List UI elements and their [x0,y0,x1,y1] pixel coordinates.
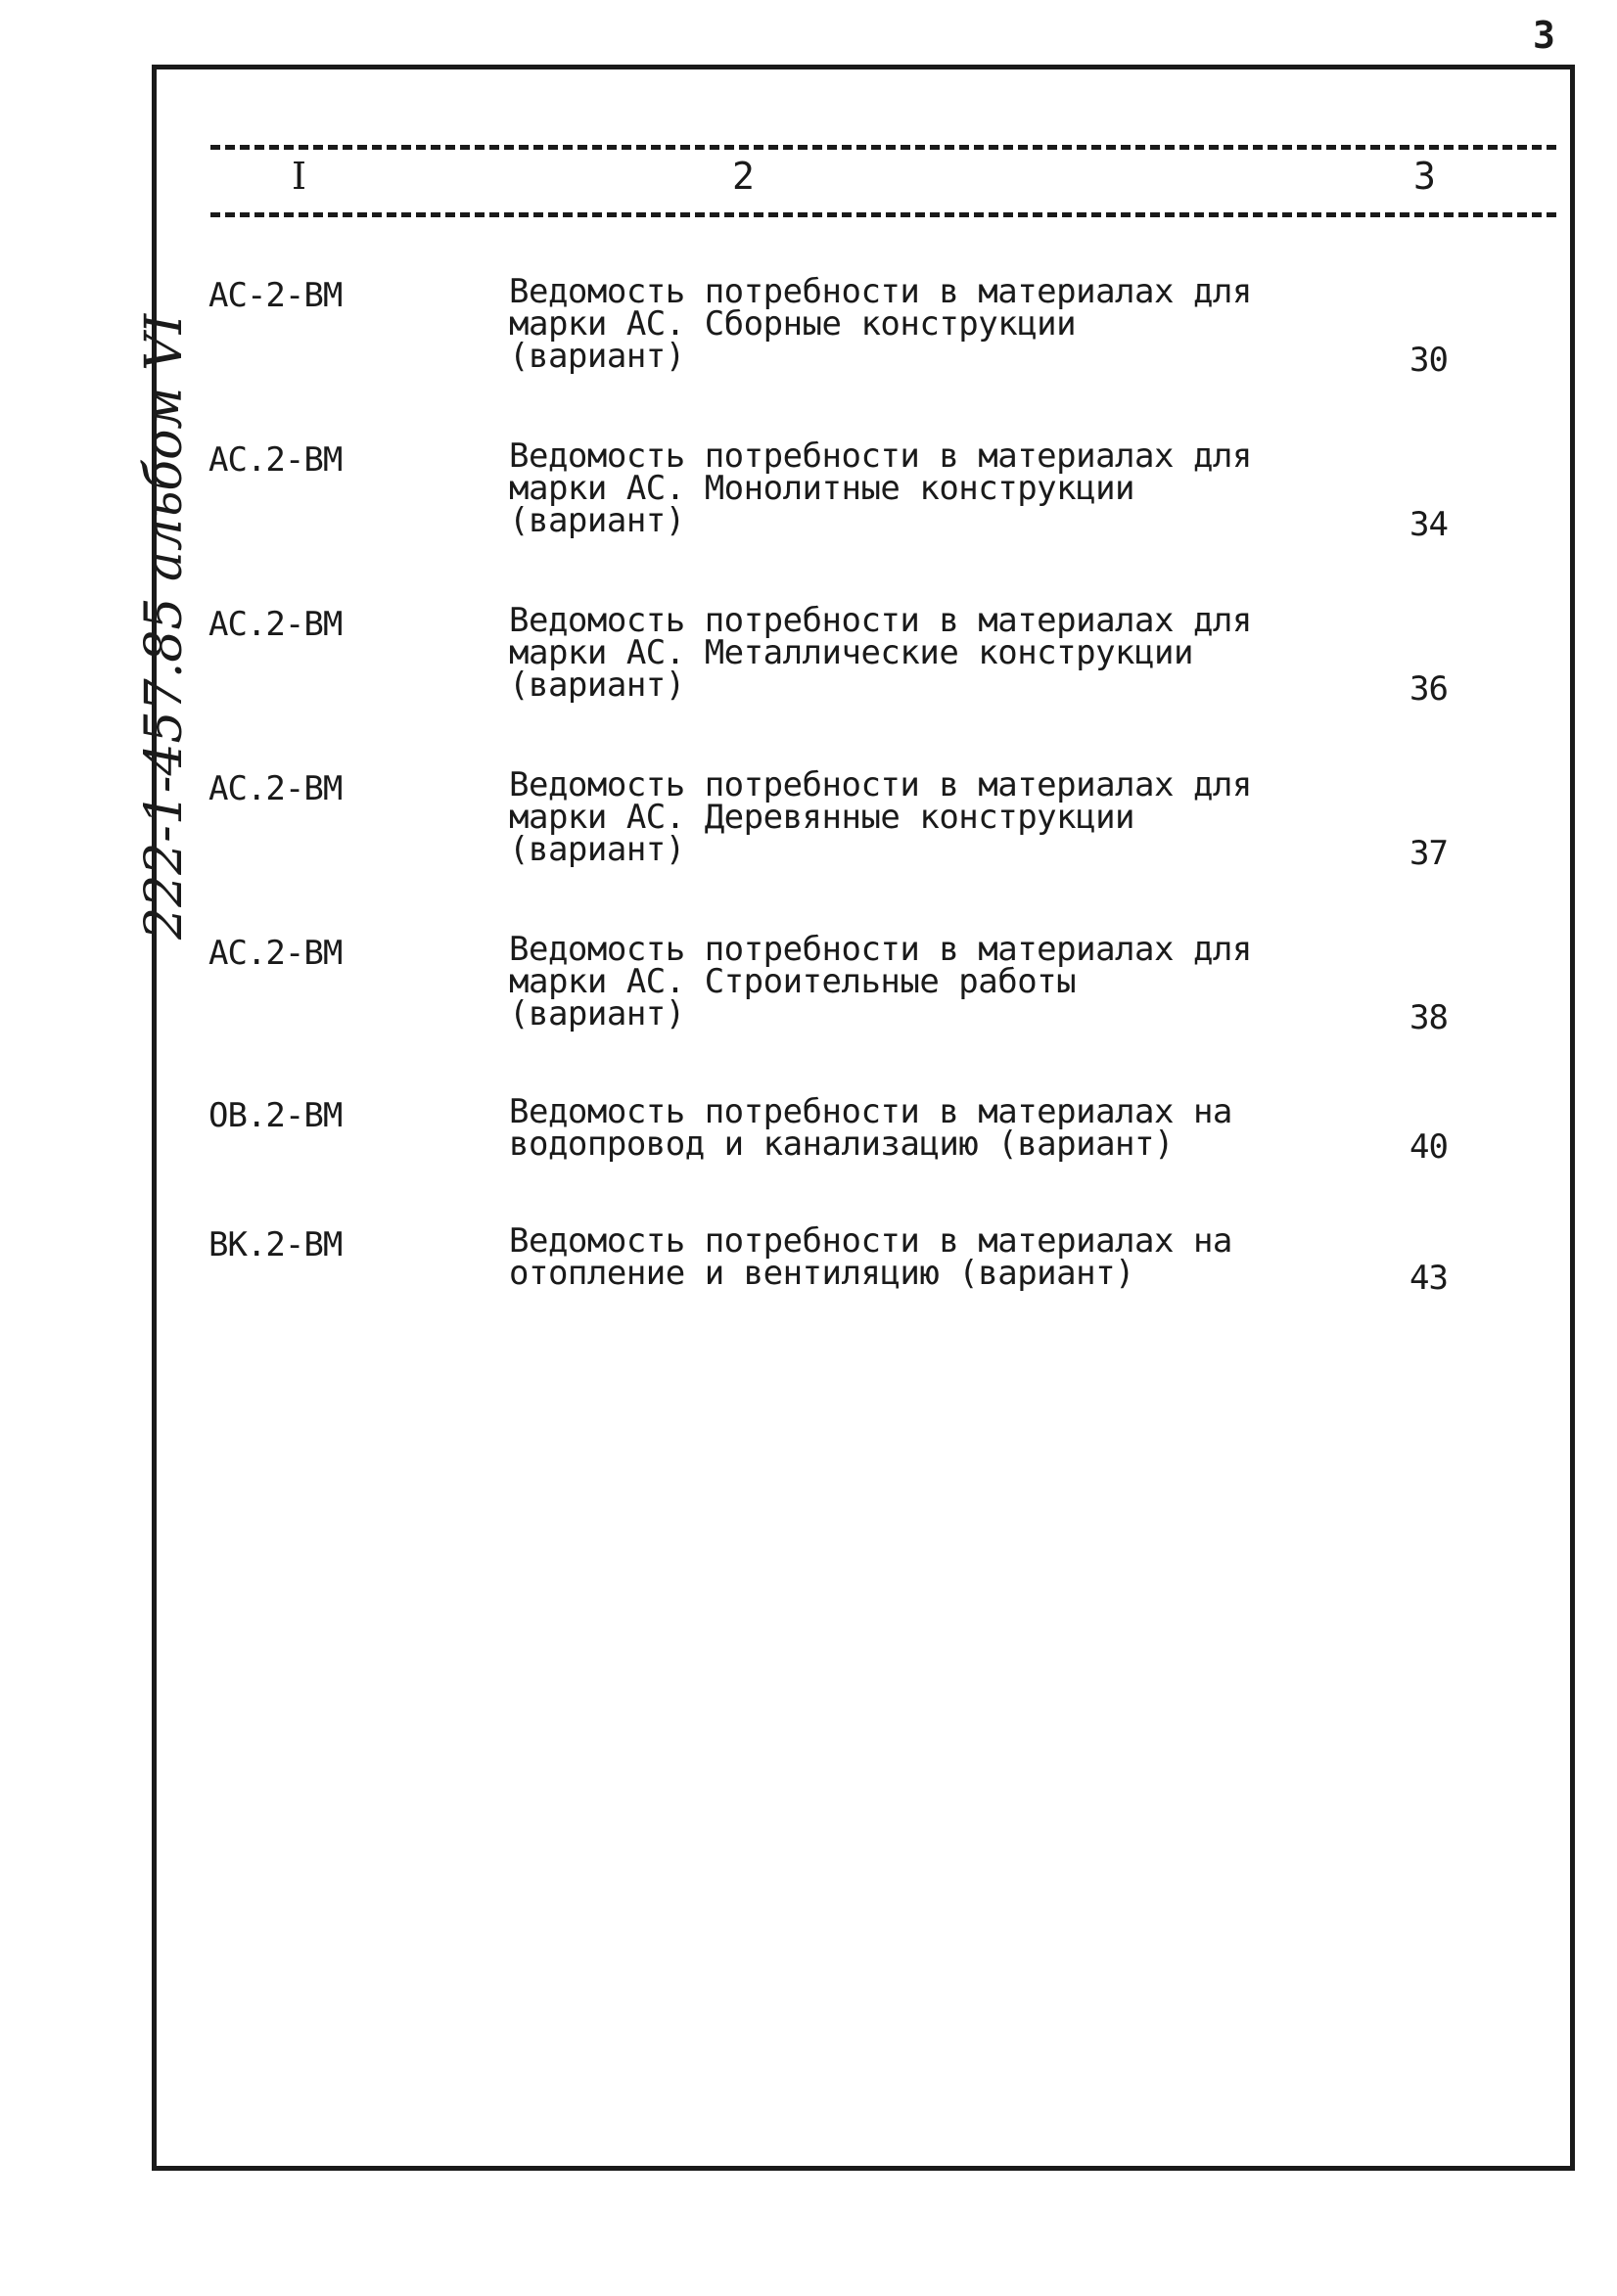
row-page: 38 [1409,998,1448,1037]
row-code: ОВ.2-ВМ [208,1096,343,1135]
row-description: Ведомость потребности в материалах для марки АС. Металлические конструкции (вариант) [509,601,1252,705]
column-header-3: 3 [1413,155,1436,198]
row-page: 36 [1409,669,1448,709]
row-code: АС.2-ВМ [208,440,343,480]
page-number: 3 [1533,14,1555,57]
row-page: 30 [1409,341,1448,380]
row-code: ВК.2-ВМ [208,1225,343,1264]
row-code: АС.2-ВМ [208,769,343,808]
row-page: 40 [1409,1127,1448,1167]
row-description: Ведомость потребности в материалах на отопление и вентиляцию (вариант) [509,1221,1232,1293]
row-page: 37 [1409,834,1448,873]
row-description: Ведомость потребности в материалах для марки АС. Строительные работы (вариант) [509,930,1252,1033]
row-code: АС.2-ВМ [208,934,343,973]
column-header-1: I [292,155,307,198]
column-header-2: 2 [732,155,755,198]
row-description: Ведомость потребности в материалах для марки АС. Монолитные конструкции (вариант) [509,436,1252,540]
row-description: Ведомость потребности в материалах для марки АС. Деревянные конструкции (вариант) [509,765,1252,869]
header-divider-top [210,145,1556,150]
side-note-text: 222-1-457.85 альбом VI [135,313,194,940]
row-page: 43 [1409,1259,1448,1298]
row-code: АС.2-ВМ [208,605,343,644]
header-divider-bottom [210,212,1556,217]
row-description: Ведомость потребности в материалах на водопровод и канализацию (вариант) [509,1092,1232,1164]
row-code: АС-2-ВМ [208,276,343,315]
row-description: Ведомость потребности в материалах для марки АС. Сборные конструкции (вариант) [509,272,1252,376]
row-page: 34 [1409,505,1448,544]
